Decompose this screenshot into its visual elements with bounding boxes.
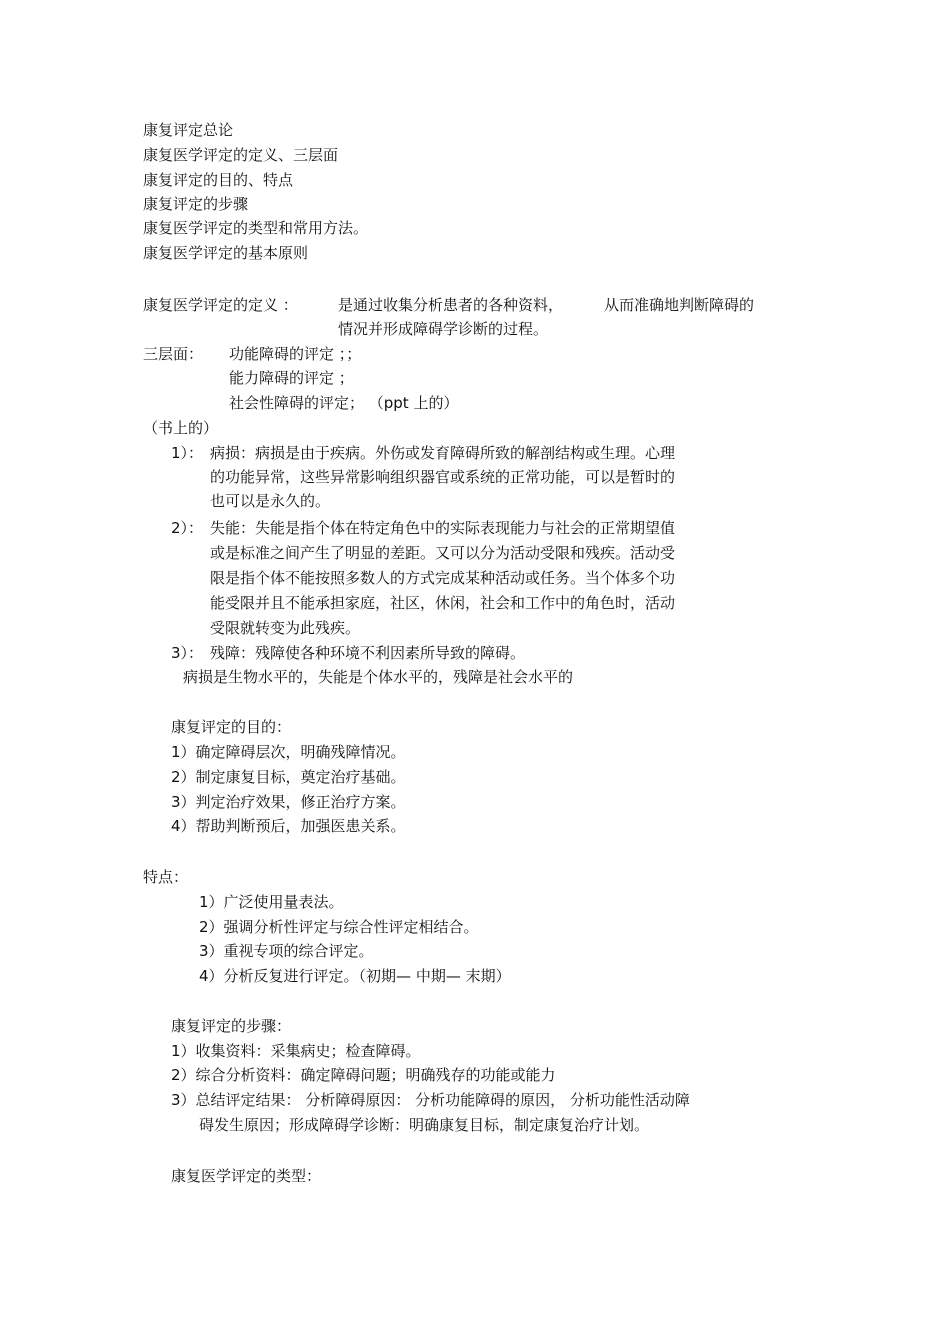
book-label: （书上的） (143, 419, 219, 437)
toc-line: 康复医学评定的定义、三层面 (143, 146, 339, 164)
list-item: 1）确定障碍层次，明确残障情况。 (171, 743, 406, 761)
levels-label: 三层面： (143, 345, 204, 363)
book-item-line: 失能：失能是指个体在特定角色中的实际表现能力与社会的正常期望值 (210, 519, 676, 537)
book-item-number: 2）： (171, 519, 204, 537)
list-item: 3）判定治疗效果，修正治疗方案。 (171, 793, 406, 811)
level-item: 能力障碍的评定 ； (229, 369, 354, 387)
book-item-line: 残障：残障使各种环境不利因素所导致的障碍。 (210, 644, 526, 662)
book-item-line: 或是标准之间产生了明显的差距。又可以分为活动受限和残疾。活动受 (210, 544, 676, 562)
book-item-number: 3）： (171, 644, 204, 662)
definition-text: 情况并形成障碍学诊断的过程。 (338, 320, 549, 338)
level-item: 社会性障碍的评定； （ppt 上的） (229, 394, 459, 412)
toc-line: 康复评定的目的、特点 (143, 171, 294, 189)
book-item-line: 受限就转变为此残疾。 (210, 619, 361, 637)
list-item: 2）强调分析性评定与综合性评定相结合。 (199, 918, 479, 936)
book-summary: 病损是生物水平的，失能是个体水平的，残障是社会水平的 (183, 668, 574, 686)
level-item: 功能障碍的评定 ；； (229, 345, 362, 363)
section-title: 康复评定的目的： (171, 718, 292, 736)
list-item-continuation: 碍发生原因；形成障碍学诊断：明确康复目标，制定康复治疗计划。 (199, 1116, 650, 1134)
list-item: 1）广泛使用量表法。 (199, 893, 344, 911)
list-item: 1）收集资料：采集病史；检查障碍。 (171, 1042, 421, 1060)
book-item-line: 限是指个体不能按照多数人的方式完成某种活动或任务。当个体多个功 (210, 569, 676, 587)
book-item-line: 能受限并且不能承担家庭，社区，休闲，社会和工作中的角色时，活动 (210, 594, 676, 612)
section-title: 康复评定的步骤： (171, 1017, 292, 1035)
list-item: 2）综合分析资料：确定障碍问题；明确残存的功能或能力 (171, 1066, 556, 1084)
list-item: 2）制定康复目标，奠定治疗基础。 (171, 768, 406, 786)
book-item-line: 的功能异常，这些异常影响组织器官或系统的正常功能，可以是暂时的 (210, 468, 676, 486)
toc-line: 康复医学评定的类型和常用方法。 (143, 219, 369, 237)
definition-term: 康复医学评定的定义 ： (143, 296, 298, 314)
book-item-line: 病损：病损是由于疾病。外伤或发育障碍所致的解剖结构或生理。心理 (210, 444, 676, 462)
definition-text: 是通过收集分析患者的各种资料， (338, 296, 564, 314)
book-item-line: 也可以是永久的。 (210, 492, 331, 510)
toc-line: 康复评定总论 (143, 121, 234, 139)
list-item: 3）总结评定结果： 分析障碍原因： 分析功能障碍的原因， 分析功能性活动障 (171, 1091, 690, 1109)
definition-text: 从而准确地判断障碍的 (604, 296, 755, 314)
section-title: 康复医学评定的类型： (171, 1167, 322, 1185)
section-title: 特点： (143, 868, 189, 886)
list-item: 4）帮助判断预后，加强医患关系。 (171, 817, 406, 835)
list-item: 3）重视专项的综合评定。 (199, 942, 374, 960)
book-item-number: 1）： (171, 444, 204, 462)
toc-line: 康复评定的步骤 (143, 195, 249, 213)
toc-line: 康复医学评定的基本原则 (143, 244, 309, 262)
list-item: 4）分析反复进行评定。（初期— 中期— 末期） (199, 967, 511, 985)
